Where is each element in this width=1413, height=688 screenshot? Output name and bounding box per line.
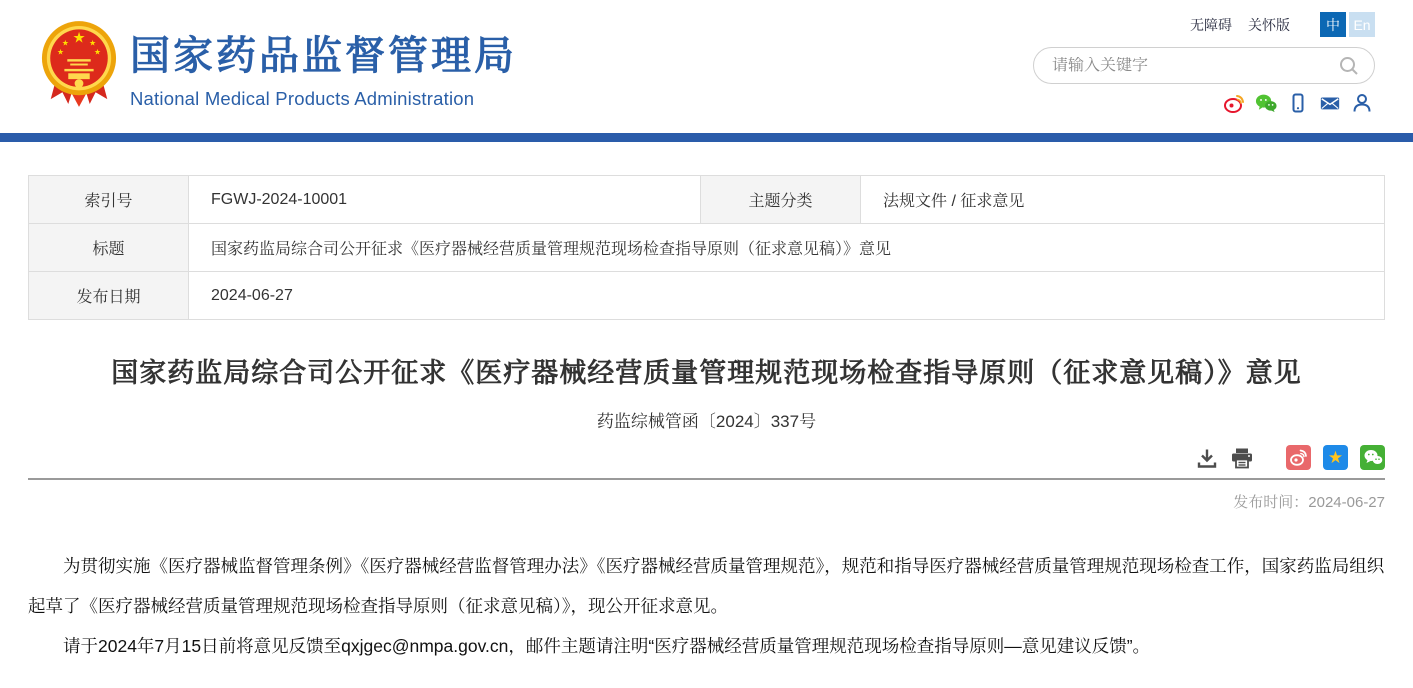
site-title-en: National Medical Products Administration bbox=[130, 88, 475, 109]
wechat-icon[interactable] bbox=[1255, 92, 1277, 114]
title-label: 标题 bbox=[29, 224, 189, 272]
article-body bbox=[28, 546, 1385, 666]
publish-date-value: 2024-06-27 bbox=[189, 272, 1385, 320]
main-content bbox=[28, 175, 1385, 666]
document-number: 药监综械管函〔2024〕337号 bbox=[596, 412, 817, 431]
index-number-value: FGWJ-2024-10001 bbox=[189, 176, 701, 224]
table-row bbox=[29, 224, 1385, 272]
site-search bbox=[1033, 47, 1375, 84]
site-title-cn: 国家药品监督管理局 bbox=[130, 34, 517, 78]
mail-icon[interactable] bbox=[1319, 92, 1341, 114]
search-icon[interactable] bbox=[1338, 55, 1360, 77]
care-version-link[interactable]: 关怀版 bbox=[1248, 16, 1290, 33]
header-divider-bar bbox=[0, 133, 1413, 142]
national-emblem-logo bbox=[40, 18, 118, 117]
content-divider bbox=[28, 478, 1385, 480]
svg-text:★: ★ bbox=[72, 30, 86, 47]
svg-text:★: ★ bbox=[1327, 448, 1344, 467]
svg-text:★: ★ bbox=[56, 47, 64, 57]
user-icon[interactable] bbox=[1351, 92, 1373, 114]
title-value: 国家药监局综合司公开征求《医疗器械经营质量管理规范现场检查指导原则（征求意见稿）》意见 bbox=[189, 224, 1385, 272]
share-wechat-icon[interactable] bbox=[1360, 445, 1385, 470]
share-qzone-icon[interactable] bbox=[1323, 445, 1348, 470]
share-weibo-icon[interactable] bbox=[1286, 445, 1311, 470]
paragraph: 为贯彻实施《医疗器械监督管理条例》《医疗器械经营监督管理办法》《医疗器械经营质量管理规范》，规范和指导医疗器械经营质量管理规范现场检查工作，国家药监局组织起草了《医疗器械经营质量管理规范现场检查指导原则（征求意见稿）》，现公开征求意见。 bbox=[28, 556, 1385, 616]
index-number-label: 索引号 bbox=[29, 176, 189, 224]
lang-chinese-button[interactable]: 中 bbox=[1320, 12, 1346, 37]
publish-time: 发布时间：2024-06-27 bbox=[1233, 494, 1385, 511]
document-info-table bbox=[28, 175, 1385, 320]
accessibility-link[interactable]: 无障碍 bbox=[1190, 16, 1232, 33]
site-header bbox=[0, 0, 1413, 133]
table-row bbox=[29, 272, 1385, 320]
topic-category-label: 主题分类 bbox=[701, 176, 861, 224]
page-title: 国家药监局综合司公开征求《医疗器械经营质量管理规范现场检查指导原则（征求意见稿）》意见 bbox=[111, 358, 1302, 388]
publish-date-label: 发布日期 bbox=[29, 272, 189, 320]
lang-english-button[interactable]: En bbox=[1349, 12, 1375, 37]
search-input[interactable] bbox=[1052, 57, 1338, 75]
svg-text:★: ★ bbox=[61, 38, 69, 48]
download-icon[interactable] bbox=[1196, 447, 1218, 469]
svg-text:★: ★ bbox=[94, 47, 102, 57]
topic-category-value: 法规文件 / 征求意见 bbox=[861, 176, 1385, 224]
mobile-icon[interactable] bbox=[1287, 92, 1309, 114]
article-action-bar bbox=[28, 445, 1385, 470]
svg-text:★: ★ bbox=[89, 38, 97, 48]
print-icon[interactable] bbox=[1230, 447, 1254, 469]
weibo-icon[interactable] bbox=[1223, 92, 1245, 114]
table-row bbox=[29, 176, 1385, 224]
paragraph: 请于2024年7月15日前将意见反馈至qxjgec@nmpa.gov.cn，邮件主题请注明“医疗器械经营质量管理规范现场检查指导原则—意见建议反馈”。 bbox=[63, 636, 1151, 656]
